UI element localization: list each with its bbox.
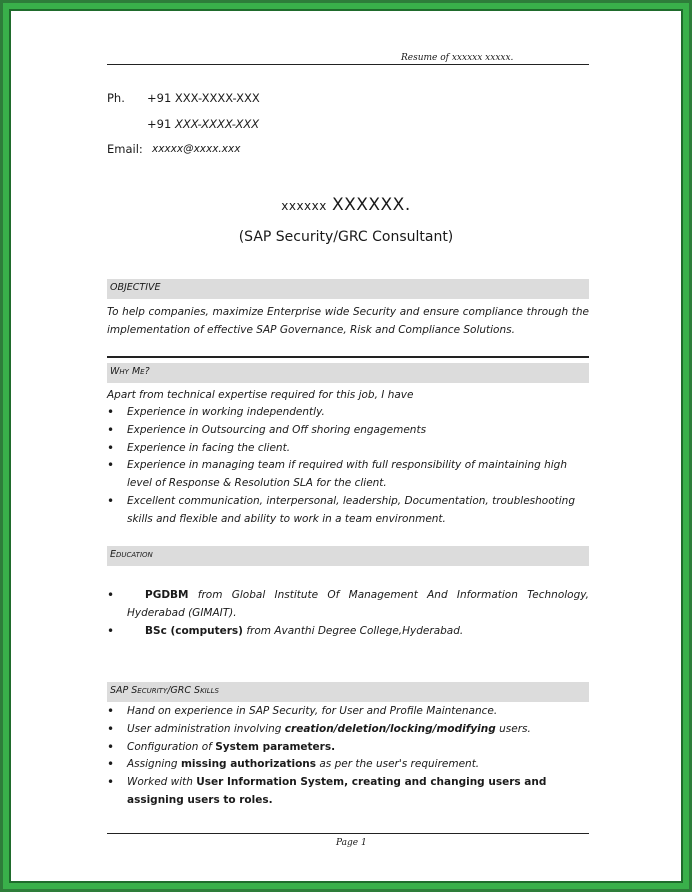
skills-list [107, 703, 589, 810]
list-item: • Experience in Outsourcing and Off shoring engagements [107, 422, 427, 437]
phone-2-number: XXX-XXXX-XXX [174, 117, 260, 131]
list-item: • BSc (computers) from Avanthi Degree College,Hyderabad. [107, 623, 464, 638]
email-value: xxxxx@xxxx.xxx [152, 143, 241, 155]
header-rule [107, 64, 589, 65]
role-title: (SAP Security/GRC Consultant) [238, 229, 454, 245]
phone-1: +91 XXX-XXXX-XXX [147, 91, 260, 105]
phone-label: Ph. [107, 91, 125, 105]
skills-title: SAP Security/GRC Skills [110, 685, 219, 696]
list-item: • User administration involving creation/deletion/locking/modifying users. [107, 721, 531, 736]
objective-section-header [107, 279, 589, 299]
email-label: Email: [107, 142, 143, 156]
objective-title: OBJECTIVE [110, 282, 161, 293]
list-item: • Excellent communication, interpersonal, leadership, Documentation, troubleshooting skills and flexible and ability to work in a team environment. [107, 493, 575, 525]
list-item: • PGDBM from Global Institute Of Management And Information Technology, Hyderabad (GIMAIT). [107, 588, 589, 619]
list-item: • Assigning missing authorizations as per the user's requirement. [107, 757, 480, 772]
candidate-name [11, 195, 681, 215]
list-item: • Experience in managing team if required with full responsibility of maintaining high level of Response & Resolution SLA for the client. [107, 458, 568, 490]
list-item: • Hand on experience in SAP Security, for User and Profile Maintenance. [107, 704, 498, 718]
footer-rule [107, 833, 589, 834]
why-me-list [107, 404, 589, 529]
education-list [107, 587, 589, 640]
list-item: • Worked with User Information System, creating and changing users and assigning users to roles. [107, 775, 547, 806]
page-number: Page 1 [336, 838, 367, 848]
page-frame-inner [9, 9, 683, 883]
why-me-section-header [107, 363, 589, 383]
why-me-title: Why Me? [110, 366, 150, 377]
page-frame [3, 3, 689, 889]
list-item: • Experience in facing the client. [107, 440, 291, 455]
resume-page [11, 11, 681, 881]
header-text: Resume of xxxxxx xxxxx. [401, 53, 514, 63]
skills-section-header [107, 682, 589, 702]
education-section-header [107, 546, 589, 566]
name-last: XXXXXX. [331, 195, 411, 215]
education-title: Education [110, 549, 153, 560]
why-me-intro: Apart from technical expertise required for this job, I have [107, 389, 414, 401]
phone-2 [147, 117, 259, 131]
list-item: • Configuration of System parameters. [107, 739, 336, 754]
name-first: xxxxxx [281, 199, 327, 213]
list-item: • Experience in working independently. [107, 405, 325, 419]
objective-rule [107, 356, 589, 358]
phone-2-prefix: +91 [147, 117, 172, 131]
objective-text: To help companies, maximize Enterprise wide Security and ensure compliance through the implementation of effective SAP Governance, Risk and Compliance Solutions. [107, 306, 589, 336]
